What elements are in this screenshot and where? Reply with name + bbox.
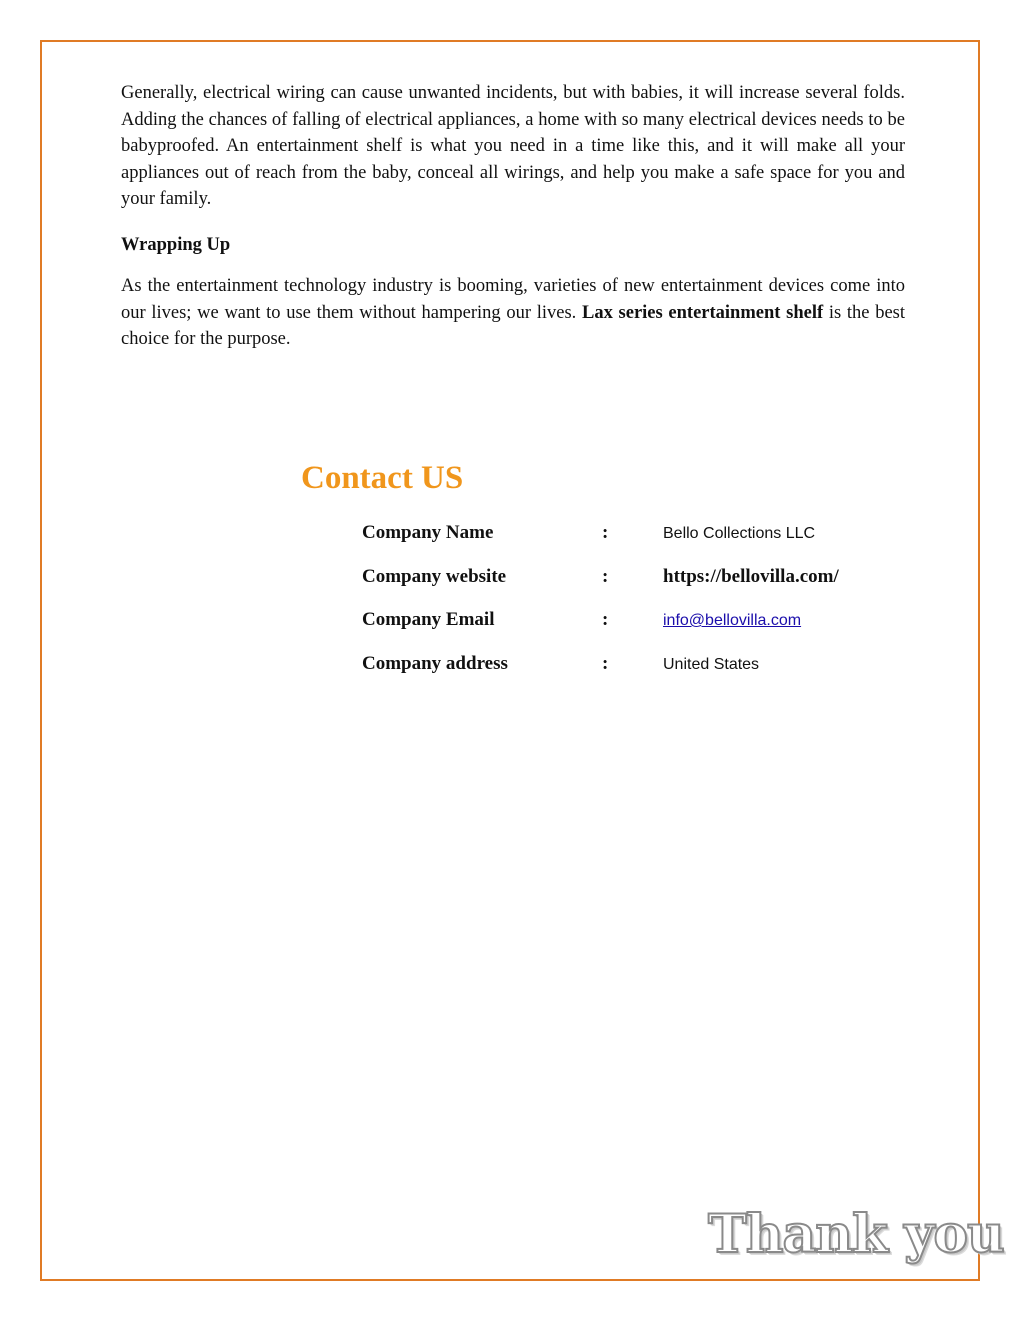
closing-paragraph-start: As the entertainment technology industry is booming, varieties of new entertainment devices come into our lives; we want to use them without hampering our lives. (121, 276, 905, 323)
contact-label: Company website (362, 566, 507, 587)
contact-row-email (362, 607, 922, 637)
intro-paragraph: Generally, electrical wiring can cause unwanted incidents, but with babies, it will increase several folds. Adding the chances of falling of electrical appliances, a home with so many electrical devices needs to be babyproofed. An entertainment shelf is what you need in a time like this, and it will make all your appliances out of reach from the baby, conceal all wirings, and help you make a safe space for you and your family. (121, 83, 905, 209)
closing-paragraph-end: is the best choice for the purpose. (121, 302, 905, 349)
thank-you-wordart: Thank you (708, 1204, 1004, 1265)
contact-title: Contact US (301, 460, 464, 496)
company-name-value: Bello Collections LLC (663, 525, 816, 542)
contact-separator: : (602, 653, 609, 674)
contact-row-name (362, 520, 922, 550)
contact-separator: : (602, 522, 609, 543)
closing-paragraph (121, 273, 905, 353)
contact-separator: : (602, 566, 609, 587)
contact-label: Company Email (362, 609, 495, 630)
company-address-value: United States (663, 656, 760, 673)
contact-separator: : (602, 609, 609, 630)
product-name: Lax series entertainment shelf (581, 302, 824, 323)
section-heading: Wrapping Up (121, 235, 231, 255)
contact-row-website (362, 564, 922, 594)
contact-label: Company address (362, 653, 508, 674)
company-website-value: https://bellovilla.com/ (663, 566, 839, 587)
contact-label: Company Name (362, 522, 494, 543)
company-email-link[interactable]: info@bellovilla.com (663, 612, 802, 629)
contact-row-address (362, 651, 922, 681)
